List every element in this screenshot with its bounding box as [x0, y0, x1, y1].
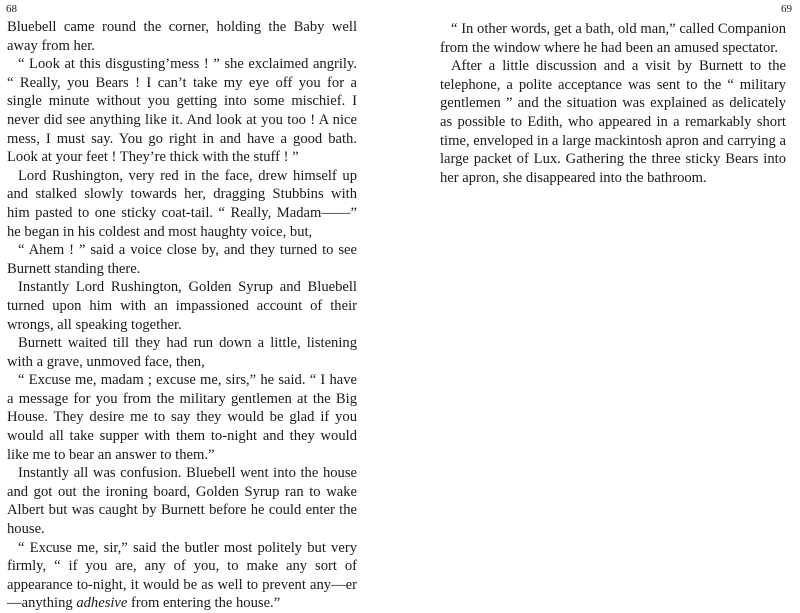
paragraph-tail: from entering the house.”: [127, 595, 281, 612]
right-page: [400, 0, 800, 598]
paragraph: Lord Rushington, very red in the face, drew himself up and stalked slowly towards her, dragging Stubbins with him pasted to one sticky coat-tail. “ Really, Madam——” he began in his coldest and most haughty voice, but,: [7, 167, 357, 240]
paragraph-text: “ Excuse me, sir,” said the butler most politely but very firmly, “ if you are, any of you, to make any sort of appearance to-night, it would be as well to prevent any—er—anything: [7, 539, 357, 612]
left-page: [0, 0, 400, 612]
paragraph-last: [7, 539, 357, 613]
paragraph: Burnett waited till they had run down a little, listening with a grave, unmoved face, then,: [7, 335, 357, 370]
paragraph: “ Look at this disgusting’mess ! ” she exclaimed angrily. “ Really, you Bears ! I can’t take my eye off you for a single minute without you getting into some mischief. I never did see anything like it. And look at you too ! A nice mess, I must say. You go right in and have a good bath. Look at your feet ! They’re thick with the stuff ! ”: [7, 56, 357, 166]
paragraph: Instantly all was confusion. Bluebell went into the house and got out the ironing board, Golden Syrup ran to wake Albert but was caught by Burnett before he could enter the house.: [7, 465, 357, 538]
paragraph: “ In other words, get a bath, old man,” called Companion from the window where he had been an amused spectator.: [440, 21, 786, 56]
paragraph: “ Excuse me, madam ; excuse me, sirs,” he said. “ I have a message for you from the military gentlemen at the Big House. They desire me to say they would be glad if you would all take supper with them to-night and they would like me to bear an answer to them.”: [7, 372, 357, 463]
paragraph: Instantly Lord Rushington, Golden Syrup and Bluebell turned upon him with an impassioned account of their wrongs, all speaking together.: [7, 279, 357, 333]
page-number-right: 69: [781, 3, 792, 15]
italic-word: adhesive: [76, 595, 128, 612]
paragraph: After a little discussion and a visit by Burnett to the telephone, a polite acceptance was sent to the “ military gentlemen ” and the situation was explained as delicately as possible to Edith, who appeared in a remarkably short time, enveloped in a large mackintosh apron and carrying a large packet of Lux. Gathering the three sticky Bears into her apron, she disappeared into the bathroom.: [440, 58, 786, 186]
right-page-text: [440, 20, 786, 187]
paragraph: “ Ahem ! ” said a voice close by, and they turned to see Burnett standing there.: [7, 242, 357, 277]
page-number-left: 68: [6, 3, 17, 15]
left-page-text: [7, 18, 357, 613]
paragraph: Bluebell came round the corner, holding the Baby well away from her.: [7, 19, 357, 54]
